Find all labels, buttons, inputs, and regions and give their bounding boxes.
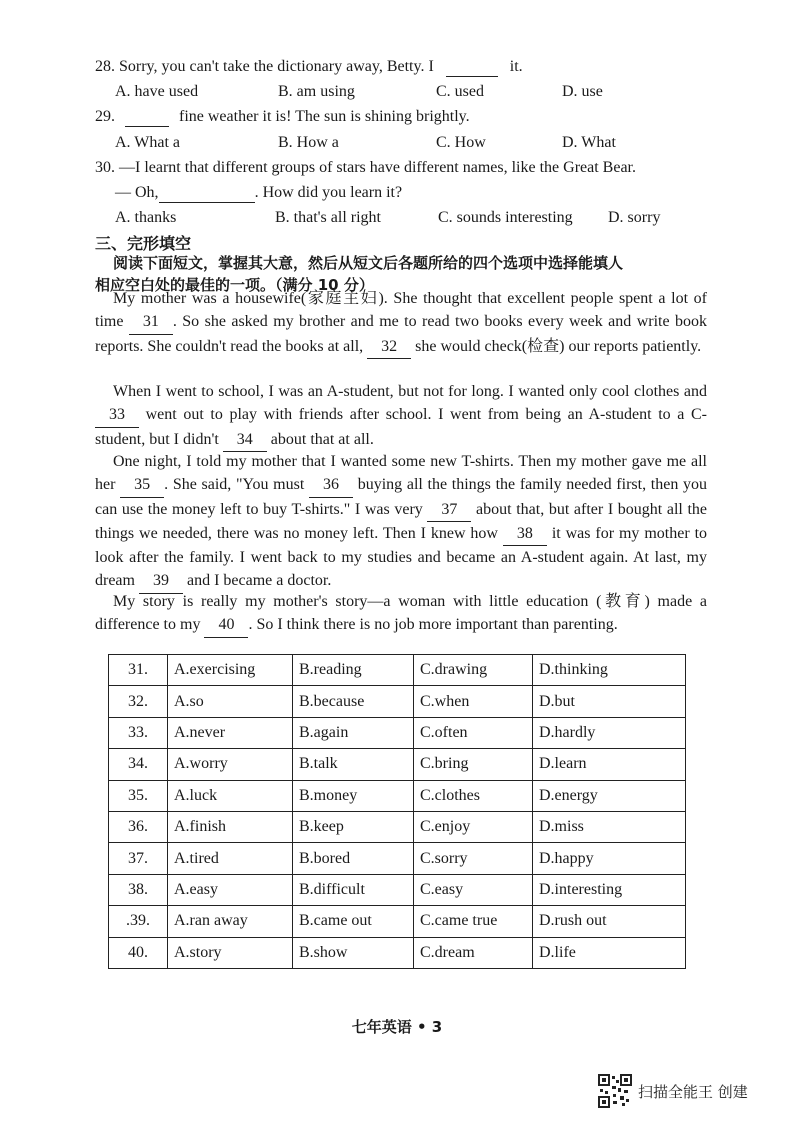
option-a: A.luck [168,780,293,811]
item-number: 37. [109,843,168,874]
item-number: 38. [109,874,168,905]
item-number: 35. [109,780,168,811]
option-a: A.never [168,717,293,748]
qr-code-icon [598,1074,632,1108]
passage-paragraph-4 [95,590,707,638]
table-row [109,686,686,717]
table-row [109,843,686,874]
item-number: 32. [109,686,168,717]
option-c: C.sorry [414,843,533,874]
passage-text: When I went to school, I was an A-student, but not for long. I wanted only cool clothes and [113,383,707,400]
passage-text: about that at all. [270,430,374,448]
option-d: D. sorry [608,209,661,226]
option-d: D.miss [533,811,686,842]
question-29 [95,108,470,127]
option-d: D.life [533,937,686,968]
answer-blank [159,184,255,203]
option-a: A.worry [168,749,293,780]
item-number: 40. [109,937,168,968]
passage-paragraph-2 [95,380,707,452]
cloze-options-body [109,655,686,969]
question-30-text: 30. —I learnt that different groups of stars have different names, like the Great Bear. [95,159,636,176]
option-d: D.energy [533,780,686,811]
cloze-options-table [108,654,686,969]
blank-40: 40 [204,613,248,637]
option-b: B.difficult [293,874,414,905]
option-c: C. How [436,134,486,151]
question-29-options [115,134,675,152]
blank-35: 35 [120,473,164,497]
question-29-num: 29. [95,108,115,125]
option-d: D.hardly [533,717,686,748]
passage-text: My mother was a housewife(家庭主妇). She thought that excellent people spent a lot of time [95,290,707,331]
option-c: C.drawing [414,655,533,686]
section-title: 三、完形填空 [95,234,192,253]
option-b: B. am using [278,83,355,100]
option-c: C. used [436,83,484,100]
option-a: A. What a [115,134,181,151]
option-b: B.show [293,937,414,968]
blank-38: 38 [503,522,547,546]
passage-text: it was for my mother to look after the family. I went back to my studies and became an A-student again. At last, my dream [95,524,708,590]
scanner-watermark [598,1074,748,1108]
item-number: .39. [109,906,168,937]
question-28-options [115,83,675,101]
answer-blank [125,108,169,127]
option-d: D. use [562,83,603,100]
option-a: A. have used [115,83,199,100]
blank-31: 31 [129,310,173,334]
passage-text: went out to play with friends after school. I went from being an A-student to a C-student, but I didn't [95,406,708,448]
option-b: B.money [293,780,414,811]
option-c: C.came true [414,906,533,937]
blank-32: 32 [367,335,411,359]
blank-36: 36 [309,473,353,497]
option-a: A.exercising [168,655,293,686]
question-29-text: fine weather it is! The sun is shining brightly. [179,108,470,125]
passage-paragraph-1 [95,287,707,359]
passage-text: about that, but after I bought all the things we needed, there was no money left. Then I knew how [95,500,708,542]
question-30-reply [115,184,402,203]
item-number: 33. [109,717,168,748]
option-a: A.finish [168,811,293,842]
option-d: D.happy [533,843,686,874]
watermark-text: 扫描全能王 创建 [638,1082,748,1101]
passage-text: . She said, "You must [164,476,305,494]
option-c: C.clothes [414,780,533,811]
question-28-end: it. [509,58,523,75]
option-d: D. What [562,134,616,151]
passage-text: buying all the things the family needed first, then you can use the money left to buy T-shirts." I was very [95,476,708,518]
option-c: C.dream [414,937,533,968]
item-number: 31. [109,655,168,686]
item-number: 34. [109,749,168,780]
option-b: B. How a [278,134,339,151]
table-row [109,811,686,842]
option-b: B.again [293,717,414,748]
passage-text: . So I think there is no job more important than parenting. [248,616,618,634]
option-d: D.but [533,686,686,717]
option-a: A.ran away [168,906,293,937]
option-d: D.thinking [533,655,686,686]
question-30-reply-start: — Oh, [115,184,159,201]
table-row [109,906,686,937]
item-number: 36. [109,811,168,842]
table-row [109,655,686,686]
option-c: C.often [414,717,533,748]
option-a: A.easy [168,874,293,905]
option-c: C.easy [414,874,533,905]
option-d: D.learn [533,749,686,780]
question-28 [95,58,523,77]
option-c: C.enjoy [414,811,533,842]
option-a: A.so [168,686,293,717]
passage-paragraph-3 [95,450,707,594]
instruction-line-1: 阅读下面短文，掌握其大意，然后从短文后各题所给的四个选项中选择能填人 [113,254,624,272]
answer-blank [446,58,498,77]
option-a: A.tired [168,843,293,874]
table-row [109,937,686,968]
question-30-reply-end: . How did you learn it? [254,184,403,201]
passage-text: . So she asked my brother and me to read two books every week and write book reports. She couldn't read the books at all, [95,313,708,355]
passage-text: My story is really my mother's story—a woman with little education (教育) made a difference to my [95,593,707,634]
option-d: D.rush out [533,906,686,937]
table-row [109,749,686,780]
instruction-line-2: 相应空白处的最佳的一项。（满分 10 分） [95,276,374,294]
table-row [109,717,686,748]
blank-34: 34 [223,428,267,452]
option-c: C.bring [414,749,533,780]
option-b: B.talk [293,749,414,780]
passage-text: One night, I told my mother that I wanted some new T-shirts. Then my mother gave me all her [95,453,707,494]
passage-text: she would check(检查) our reports patiently. [415,337,702,355]
option-b: B.keep [293,811,414,842]
option-b: B.reading [293,655,414,686]
option-b: B. that's all right [275,209,381,226]
option-a: A.story [168,937,293,968]
option-a: A. thanks [115,209,177,226]
option-d: D.interesting [533,874,686,905]
table-row [109,780,686,811]
option-b: B.because [293,686,414,717]
blank-33: 33 [95,403,139,427]
option-b: B.bored [293,843,414,874]
page-footer: 七年英语 • 3 [351,1018,443,1036]
question-28-text: 28. Sorry, you can't take the dictionary away, Betty. I [95,58,434,75]
table-row [109,874,686,905]
passage-text: and I became a doctor. [186,572,332,590]
blank-39: 39 [139,569,183,593]
blank-37: 37 [427,498,471,522]
option-c: C. sounds interesting [438,209,573,226]
option-c: C.when [414,686,533,717]
question-30-options [115,209,675,227]
option-b: B.came out [293,906,414,937]
question-30 [95,159,636,177]
